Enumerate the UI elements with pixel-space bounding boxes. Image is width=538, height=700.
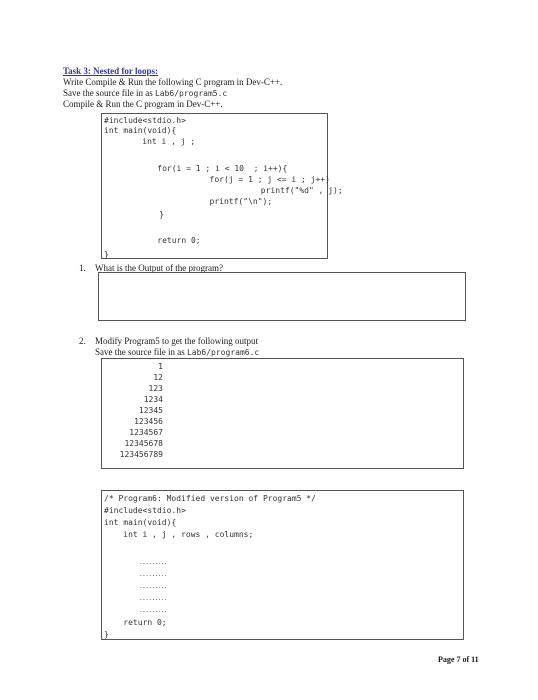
q2-number: 2. <box>79 336 86 346</box>
p6-include: #include<stdio.h> <box>104 506 186 515</box>
q1-text: What is the Output of the program? <box>95 263 223 273</box>
program6-path: Lab6/program6.c <box>186 348 260 357</box>
output-line: 12345678 <box>124 439 163 448</box>
p5-line-7: printf("%d" , j); <box>203 186 343 195</box>
program5-path: Lab6/program5.c <box>154 89 228 98</box>
p5-line-11: return 0; <box>138 236 201 245</box>
q1-answer-box[interactable] <box>98 272 466 321</box>
page-number: Page 7 of 11 <box>438 655 479 664</box>
p6-decl: int i , j , rows , columns; <box>104 530 254 539</box>
instruction-line-1: Write Compile & Run the following C program in Dev-C++. <box>63 77 283 87</box>
output-line: 12345 <box>138 406 163 415</box>
p6-comment: /* Program6: Modified version of Program5 */ <box>104 494 316 503</box>
p5-line-6: for(j = 1 ; j <= i ; j++) <box>171 175 330 184</box>
output-line: 123456 <box>134 417 163 426</box>
expected-output <box>101 361 163 460</box>
task-title: Task 3: Nested for loops: <box>63 66 159 76</box>
q2-save-line <box>95 347 259 357</box>
p6-main: int main(void){ <box>104 518 177 527</box>
q1-number: 1. <box>79 263 86 273</box>
p5-line-8: printf("\n"); <box>171 197 273 206</box>
p5-line-5: for(i = 1 ; i < 10 ; i++){ <box>138 164 288 173</box>
instruction-save-label: Save the source file in as <box>63 88 155 98</box>
output-line: 1 <box>158 362 163 371</box>
p6-return: return 0; <box>104 618 167 627</box>
p5-line-12: } <box>104 250 109 259</box>
p5-line-1: #include<stdio.h> <box>104 116 186 125</box>
p5-line-3: int i , j ; <box>123 137 196 146</box>
p6-placeholder-dots: ......... <box>139 583 168 590</box>
p6-placeholder-dots: ......... <box>139 595 168 602</box>
output-line: 123 <box>148 384 163 393</box>
output-line: 12 <box>153 373 163 382</box>
p6-placeholder-dots: ......... <box>139 559 168 566</box>
p5-line-2: int main(void){ <box>104 126 177 135</box>
q2-save-label: Save the source file in as <box>95 347 187 357</box>
instruction-line-2 <box>63 88 227 98</box>
p5-line-9: } <box>140 210 165 219</box>
output-line: 123456789 <box>119 450 163 459</box>
output-line: 1234 <box>143 395 163 404</box>
output-line: 1234567 <box>129 428 163 437</box>
instruction-line-3: Compile & Run the C program in Dev-C++. <box>63 99 223 109</box>
q2-text: Modify Program5 to get the following output <box>95 336 258 346</box>
p6-close: } <box>104 630 109 639</box>
p6-placeholder-dots: ......... <box>139 571 168 578</box>
p6-placeholder-dots: ......... <box>139 607 168 614</box>
